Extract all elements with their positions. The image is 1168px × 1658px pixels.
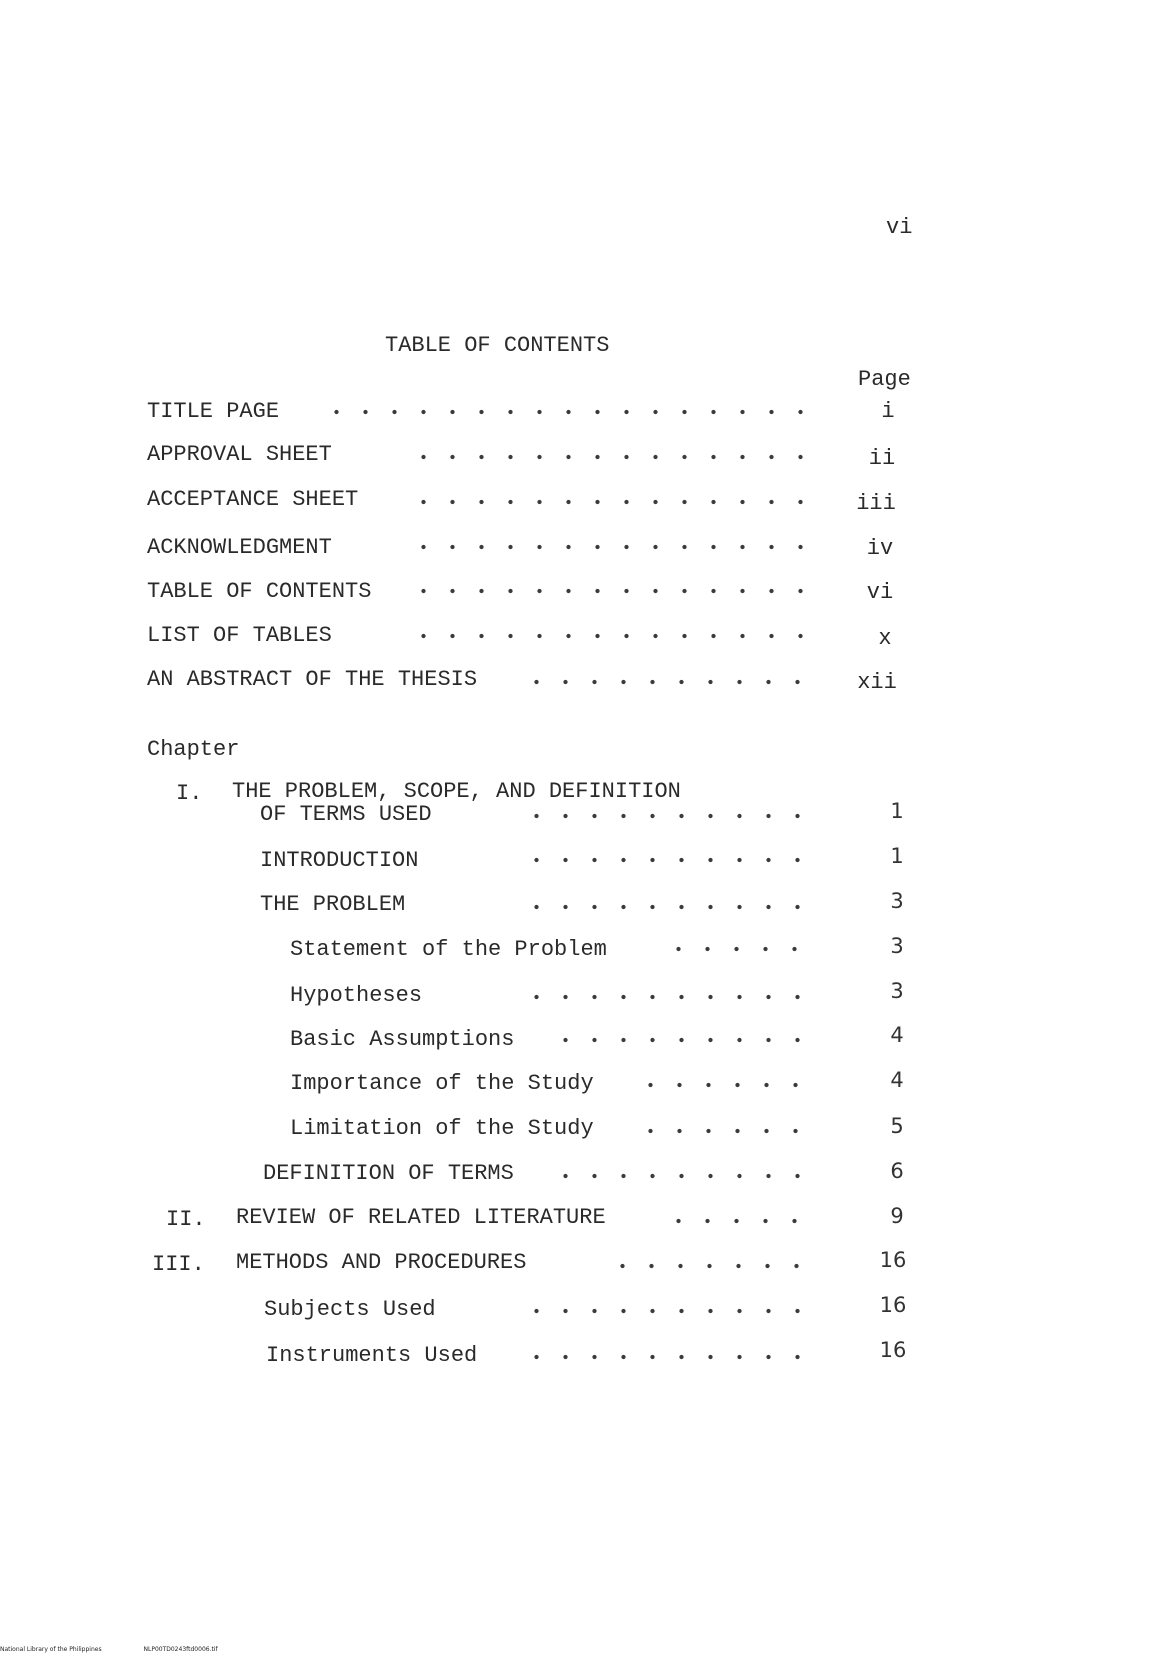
toc-entry-limitation[interactable]: Limitation of the Study bbox=[290, 1116, 594, 1141]
toc-entry-chapter-3[interactable]: METHODS AND PROCEDURES bbox=[236, 1250, 527, 1275]
toc-entry-chapter-1-cont[interactable]: OF TERMS USED bbox=[260, 802, 432, 827]
chapter-number: II. bbox=[166, 1207, 206, 1232]
toc-page: i bbox=[881, 399, 895, 424]
dot-leader bbox=[522, 1352, 817, 1362]
dot-leader bbox=[522, 677, 817, 687]
toc-entry-introduction[interactable]: INTRODUCTION bbox=[260, 848, 419, 873]
dot-leader bbox=[608, 1261, 817, 1271]
toc-entry-chapter-1[interactable]: THE PROBLEM, SCOPE, AND DEFINITION bbox=[232, 779, 681, 804]
dot-leader bbox=[409, 452, 817, 462]
page-number: vi bbox=[886, 215, 913, 240]
toc-entry-table-of-contents[interactable]: TABLE OF CONTENTS bbox=[147, 579, 372, 604]
toc-page: 3 bbox=[890, 889, 904, 913]
chapter-header: Chapter bbox=[147, 737, 240, 762]
dot-leader bbox=[664, 944, 817, 954]
scan-footer bbox=[0, 1646, 218, 1653]
footer-library: National Library of the Philippines bbox=[0, 1646, 102, 1653]
toc-entry-definition-of-terms[interactable]: DEFINITION OF TERMS bbox=[263, 1161, 514, 1186]
dot-leader bbox=[636, 1080, 817, 1090]
toc-entry-basic-assumptions[interactable]: Basic Assumptions bbox=[290, 1027, 515, 1052]
toc-page: 3 bbox=[890, 979, 904, 1003]
dot-leader bbox=[409, 586, 817, 596]
toc-page: 16 bbox=[879, 1248, 907, 1272]
toc-entry-abstract[interactable]: AN ABSTRACT OF THE THESIS bbox=[147, 667, 478, 692]
toc-page: iv bbox=[866, 536, 894, 561]
dot-leader bbox=[409, 497, 817, 507]
dot-leader bbox=[636, 1126, 817, 1136]
toc-entry-instruments-used[interactable]: Instruments Used bbox=[266, 1343, 478, 1368]
footer-file: NLP00TD0243ftd0006.tif bbox=[143, 1646, 218, 1653]
toc-entry-acceptance-sheet[interactable]: ACCEPTANCE SHEET bbox=[147, 487, 359, 512]
toc-page: 9 bbox=[890, 1204, 904, 1228]
dot-leader bbox=[322, 407, 817, 417]
toc-page: 3 bbox=[890, 934, 904, 958]
toc-page: 6 bbox=[890, 1159, 904, 1183]
toc-page: 1 bbox=[890, 799, 904, 823]
toc-page: 4 bbox=[890, 1023, 904, 1047]
toc-entry-subjects-used[interactable]: Subjects Used bbox=[264, 1297, 436, 1322]
toc-entry-chapter-2[interactable]: REVIEW OF RELATED LITERATURE bbox=[236, 1205, 606, 1230]
dot-leader bbox=[551, 1035, 817, 1045]
dot-leader bbox=[522, 811, 817, 821]
chapter-number: I. bbox=[176, 781, 203, 806]
toc-entry-hypotheses[interactable]: Hypotheses bbox=[290, 983, 423, 1008]
toc-page: vi bbox=[866, 580, 894, 605]
dot-leader bbox=[522, 992, 817, 1002]
toc-page: iii bbox=[856, 491, 896, 516]
toc-entry-title-page[interactable]: TITLE PAGE bbox=[147, 399, 280, 424]
chapter-number: III. bbox=[152, 1252, 205, 1277]
toc-entry-statement[interactable]: Statement of the Problem bbox=[290, 937, 607, 962]
dot-leader bbox=[522, 902, 817, 912]
dot-leader bbox=[522, 1306, 817, 1316]
dot-leader bbox=[664, 1216, 817, 1226]
toc-page: 4 bbox=[890, 1068, 904, 1092]
toc-page: xii bbox=[857, 670, 897, 695]
page-column-header: Page bbox=[858, 367, 911, 392]
toc-entry-approval-sheet[interactable]: APPROVAL SHEET bbox=[147, 442, 332, 467]
toc-page: ii bbox=[868, 446, 896, 471]
dot-leader bbox=[409, 542, 817, 552]
toc-page: 5 bbox=[890, 1114, 904, 1138]
toc-page: 16 bbox=[879, 1338, 907, 1362]
dot-leader bbox=[522, 855, 817, 865]
toc-page: 16 bbox=[879, 1293, 907, 1317]
toc-entry-acknowledgment[interactable]: ACKNOWLEDGMENT bbox=[147, 535, 332, 560]
toc-page: 1 bbox=[890, 844, 904, 868]
page-title: TABLE OF CONTENTS bbox=[385, 333, 610, 358]
toc-page: x bbox=[878, 626, 892, 651]
dot-leader bbox=[551, 1171, 817, 1181]
toc-entry-list-of-tables[interactable]: LIST OF TABLES bbox=[147, 623, 332, 648]
toc-entry-the-problem[interactable]: THE PROBLEM bbox=[260, 892, 406, 917]
dot-leader bbox=[409, 631, 817, 641]
toc-entry-importance[interactable]: Importance of the Study bbox=[290, 1071, 594, 1096]
